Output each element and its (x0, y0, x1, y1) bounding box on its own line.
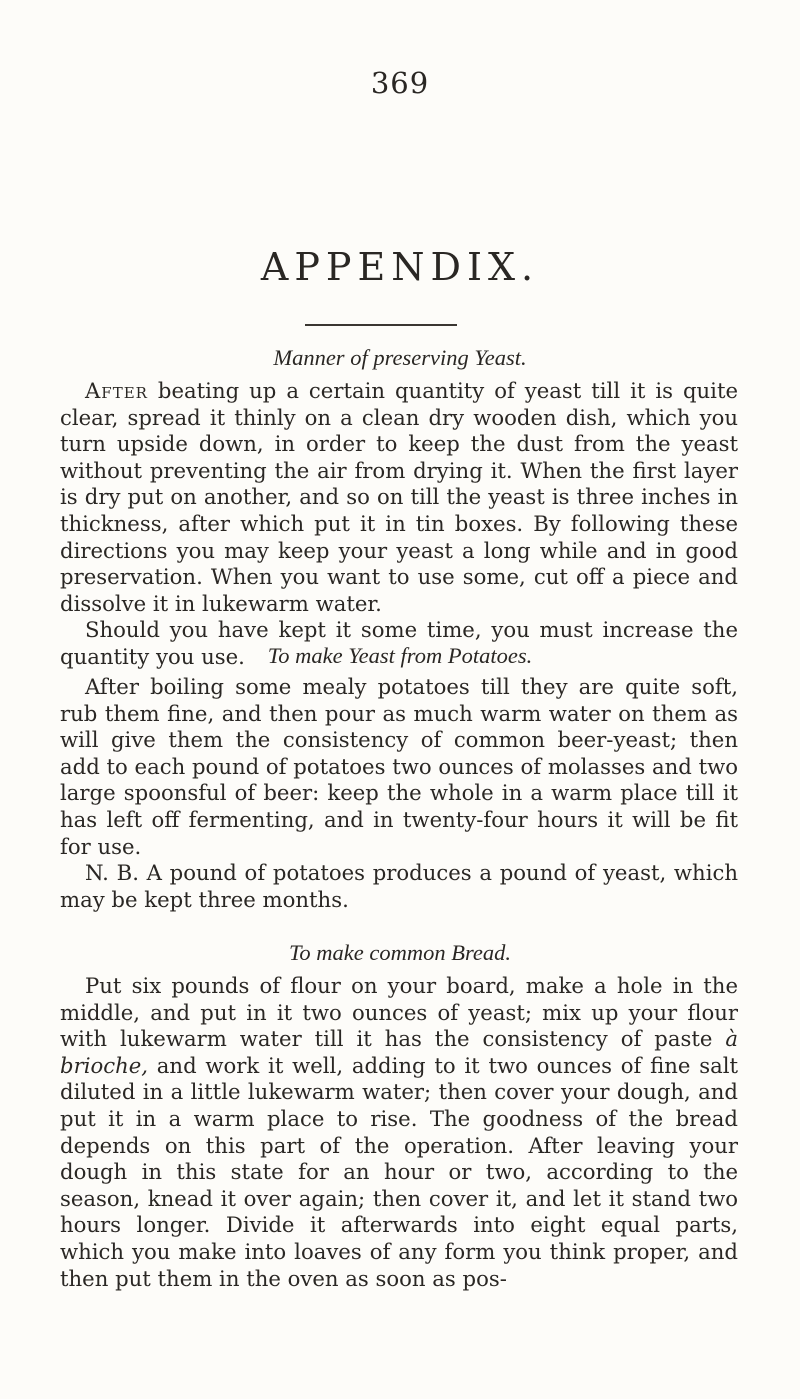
paragraph-text: beating up a certain quantity of yeast till it is quite clear, spread it thinly on a clean dry wooden dish, which you turn upside down, in order to keep the dust from the yeast without preventing the air from drying it. When the first layer is dry put on another, and so on till the yeast is three inches in thickness, after which put it in tin boxes. By following these directions you may keep your yeast a long while and in good preservation. When you want to use some, cut off a piece and dissolve it in lukewarm water. (60, 378, 738, 616)
section-body-yeast-from-potatoes (60, 674, 738, 913)
section-body-preserving-yeast (60, 378, 738, 671)
paragraph (60, 973, 738, 1292)
section-heading-preserving-yeast: Manner of preserving Yeast. (273, 345, 527, 370)
section-heading-common-bread: To make common Bread. (288, 940, 512, 965)
paragraph (60, 378, 738, 617)
section-body-common-bread (60, 973, 738, 1292)
paragraph: Should you have kept it some time, you must increase the quantity you use. (60, 617, 738, 669)
paragraph: After boiling some mealy potatoes till they are quite soft, rub them fine, and then pour as much warm water on them as will give them the consistency of common beer-yeast; then add to each pound of potatoes two ounces of molasses and two large spoonsful of beer: keep the whole in a warm place till it has left off fermenting, and in twenty-four hours it will be fit for use. (60, 674, 738, 859)
italic-phrase: à brioche, (60, 1026, 738, 1078)
lead-word: After (85, 378, 148, 403)
appendix-title: APPENDIX. (260, 245, 540, 289)
page-number: 369 (370, 66, 430, 100)
paragraph-text: and work it well, adding to it two ounces of fine salt diluted in a little lukewarm water; then cover your dough, and put it in a warm place to rise. The goodness of the bread depends on this part of the operation. After leaving your dough in this state for an hour or two, according to the season, knead it over again; then cover it, and let it stand two hours longer. Divide it afterwards into eight equal parts, which you make into loaves of any form you think proper, and then put them in the oven as soon as pos- (60, 1052, 738, 1291)
title-rule-divider (305, 324, 457, 326)
paragraph-text: Put six pounds of flour on your board, make a hole in the middle, and put in it two ounces of yeast; mix up your flour with lukewarm water till it has the consistency of paste (60, 973, 738, 1052)
section-heading-yeast-from-potatoes: To make Yeast from Potatoes. (267, 643, 533, 668)
paragraph: N. B. A pound of potatoes produces a pound of yeast, which may be kept three months. (60, 860, 738, 912)
